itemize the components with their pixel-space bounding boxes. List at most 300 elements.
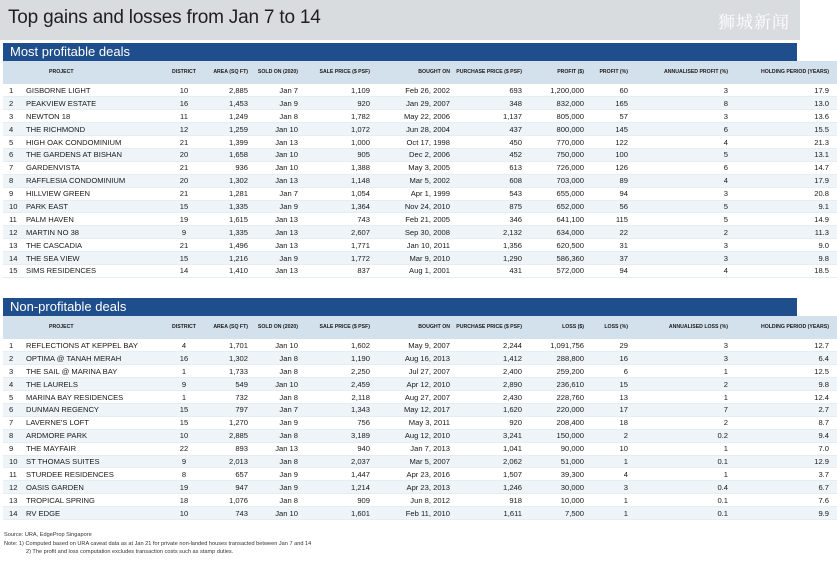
cell-holding-period: 6.4: [731, 352, 837, 365]
cell-sold-on: Jan 9: [251, 468, 301, 481]
cell-purchase-price: 1,620: [453, 403, 525, 416]
cell-row-number: 13: [3, 239, 23, 252]
cell-bought-on: Dec 2, 2006: [373, 148, 453, 161]
cell-amount: 7,500: [525, 507, 587, 520]
cell-holding-period: 12.5: [731, 365, 837, 378]
column-header-row-number: [3, 61, 23, 84]
cell-row-number: 7: [3, 416, 23, 429]
cell-sold-on: Jan 9: [251, 200, 301, 213]
table-row: [3, 378, 837, 391]
cell-project: THE SEA VIEW: [23, 252, 163, 265]
cell-bought-on: Jun 28, 2004: [373, 123, 453, 136]
cell-project: HIGH OAK CONDOMINIUM: [23, 136, 163, 149]
cell-bought-on: May 3, 2005: [373, 161, 453, 174]
cell-annualised: 3: [631, 339, 731, 352]
cell-district: 16: [163, 352, 205, 365]
cell-percent: 115: [587, 213, 631, 226]
watermark: 狮城新闻: [718, 13, 790, 33]
cell-annualised: 0.2: [631, 429, 731, 442]
cell-amount: 586,360: [525, 252, 587, 265]
cell-project: OPTIMA @ TANAH MERAH: [23, 352, 163, 365]
column-header-percent: PROFIT (%): [587, 61, 631, 84]
table-row: [3, 226, 837, 239]
cell-purchase-price: 2,062: [453, 455, 525, 468]
cell-sold-on: Jan 9: [251, 252, 301, 265]
cell-sale-price: 1,000: [301, 136, 373, 149]
cell-purchase-price: 608: [453, 174, 525, 187]
cell-area: 1,270: [205, 416, 251, 429]
cell-sold-on: Jan 7: [251, 84, 301, 97]
cell-purchase-price: 1,137: [453, 110, 525, 123]
cell-sale-price: 1,054: [301, 187, 373, 200]
cell-area: 797: [205, 403, 251, 416]
cell-holding-period: 20.8: [731, 187, 837, 200]
cell-bought-on: Aug 1, 2001: [373, 264, 453, 277]
cell-project: MARINA BAY RESIDENCES: [23, 391, 163, 404]
cell-bought-on: Jan 29, 2007: [373, 97, 453, 110]
cell-annualised: 0.1: [631, 455, 731, 468]
cell-area: 1,733: [205, 365, 251, 378]
cell-holding-period: 14.7: [731, 161, 837, 174]
cell-district: 15: [163, 200, 205, 213]
cell-amount: 770,000: [525, 136, 587, 149]
column-header-project: PROJECT: [23, 316, 163, 339]
cell-district: 12: [163, 123, 205, 136]
column-header-district: DISTRICT: [163, 316, 205, 339]
cell-percent: 2: [587, 429, 631, 442]
cell-purchase-price: 1,041: [453, 442, 525, 455]
cell-holding-period: 13.6: [731, 110, 837, 123]
cell-purchase-price: 437: [453, 123, 525, 136]
cell-percent: 100: [587, 148, 631, 161]
cell-area: 936: [205, 161, 251, 174]
cell-holding-period: 13.0: [731, 97, 837, 110]
cell-sale-price: 1,771: [301, 239, 373, 252]
cell-sale-price: 940: [301, 442, 373, 455]
cell-district: 21: [163, 187, 205, 200]
page-title: Top gains and losses from Jan 7 to 14: [8, 7, 321, 28]
column-header-area: AREA (SQ FT): [205, 61, 251, 84]
cell-holding-period: 12.9: [731, 455, 837, 468]
cell-amount: 800,000: [525, 123, 587, 136]
table-row: [3, 339, 837, 352]
cell-purchase-price: 1,412: [453, 352, 525, 365]
cell-annualised: 3: [631, 187, 731, 200]
cell-row-number: 7: [3, 161, 23, 174]
table-row: [3, 442, 837, 455]
cell-sale-price: 2,118: [301, 391, 373, 404]
cell-purchase-price: 2,430: [453, 391, 525, 404]
cell-percent: 1: [587, 507, 631, 520]
cell-bought-on: Oct 17, 1998: [373, 136, 453, 149]
cell-sale-price: 743: [301, 213, 373, 226]
cell-project: OASIS GARDEN: [23, 481, 163, 494]
table-row: [3, 468, 837, 481]
cell-row-number: 8: [3, 174, 23, 187]
cell-purchase-price: 3,241: [453, 429, 525, 442]
cell-project: LAVERNE'S LOFT: [23, 416, 163, 429]
cell-row-number: 10: [3, 455, 23, 468]
cell-bought-on: May 9, 2007: [373, 339, 453, 352]
cell-district: 19: [163, 213, 205, 226]
cell-project: STURDEE RESIDENCES: [23, 468, 163, 481]
column-header-amount: LOSS ($): [525, 316, 587, 339]
cell-district: 10: [163, 507, 205, 520]
cell-bought-on: Apr 23, 2016: [373, 468, 453, 481]
cell-holding-period: 21.3: [731, 136, 837, 149]
cell-purchase-price: 2,132: [453, 226, 525, 239]
cell-project: THE LAURELS: [23, 378, 163, 391]
cell-percent: 1: [587, 455, 631, 468]
cell-area: 1,216: [205, 252, 251, 265]
cell-percent: 17: [587, 403, 631, 416]
cell-project: GARDENVISTA: [23, 161, 163, 174]
table-row: [3, 455, 837, 468]
cell-area: 743: [205, 507, 251, 520]
cell-amount: 220,000: [525, 403, 587, 416]
cell-purchase-price: 693: [453, 84, 525, 97]
cell-project: GISBORNE LIGHT: [23, 84, 163, 97]
cell-purchase-price: 1,356: [453, 239, 525, 252]
cell-row-number: 12: [3, 226, 23, 239]
cell-percent: 60: [587, 84, 631, 97]
cell-holding-period: 9.0: [731, 239, 837, 252]
cell-row-number: 9: [3, 442, 23, 455]
cell-purchase-price: 450: [453, 136, 525, 149]
column-header-sale-price: SALE PRICE ($ PSF): [301, 61, 373, 84]
cell-sold-on: Jan 7: [251, 403, 301, 416]
cell-project: PARK EAST: [23, 200, 163, 213]
table-row: [3, 429, 837, 442]
cell-sale-price: 1,602: [301, 339, 373, 352]
cell-holding-period: 9.9: [731, 507, 837, 520]
cell-annualised: 3: [631, 252, 731, 265]
cell-area: 1,496: [205, 239, 251, 252]
cell-sold-on: Jan 10: [251, 339, 301, 352]
cell-sold-on: Jan 13: [251, 239, 301, 252]
cell-district: 16: [163, 97, 205, 110]
cell-row-number: 11: [3, 468, 23, 481]
cell-holding-period: 15.5: [731, 123, 837, 136]
cell-annualised: 2: [631, 226, 731, 239]
cell-percent: 6: [587, 365, 631, 378]
cell-amount: 228,760: [525, 391, 587, 404]
cell-holding-period: 17.9: [731, 174, 837, 187]
cell-percent: 89: [587, 174, 631, 187]
cell-sold-on: Jan 9: [251, 97, 301, 110]
cell-project: NEWTON 18: [23, 110, 163, 123]
cell-amount: 641,100: [525, 213, 587, 226]
cell-area: 1,453: [205, 97, 251, 110]
cell-district: 9: [163, 226, 205, 239]
cell-holding-period: 13.1: [731, 148, 837, 161]
cell-annualised: 4: [631, 174, 731, 187]
cell-bought-on: Mar 5, 2007: [373, 455, 453, 468]
cell-holding-period: 18.5: [731, 264, 837, 277]
cell-area: 2,885: [205, 429, 251, 442]
cell-amount: 805,000: [525, 110, 587, 123]
cell-row-number: 8: [3, 429, 23, 442]
table-row: [3, 264, 837, 277]
profitable-deals-table: [3, 61, 837, 278]
cell-sold-on: Jan 9: [251, 416, 301, 429]
cell-purchase-price: 2,890: [453, 378, 525, 391]
table-row: [3, 148, 837, 161]
cell-percent: 15: [587, 378, 631, 391]
cell-row-number: 10: [3, 200, 23, 213]
cell-area: 2,013: [205, 455, 251, 468]
cell-sale-price: 3,189: [301, 429, 373, 442]
cell-sale-price: 2,607: [301, 226, 373, 239]
cell-holding-period: 8.7: [731, 416, 837, 429]
cell-percent: 18: [587, 416, 631, 429]
table-row: [3, 187, 837, 200]
cell-bought-on: Nov 24, 2010: [373, 200, 453, 213]
cell-annualised: 1: [631, 365, 731, 378]
cell-holding-period: 9.8: [731, 252, 837, 265]
cell-amount: 90,000: [525, 442, 587, 455]
table-row: [3, 123, 837, 136]
cell-district: 19: [163, 481, 205, 494]
table-row: [3, 416, 837, 429]
cell-percent: 94: [587, 264, 631, 277]
cell-district: 10: [163, 84, 205, 97]
cell-annualised: 4: [631, 264, 731, 277]
cell-percent: 3: [587, 481, 631, 494]
table-row: [3, 84, 837, 97]
cell-district: 20: [163, 148, 205, 161]
cell-row-number: 3: [3, 110, 23, 123]
column-header-project: PROJECT: [23, 61, 163, 84]
cell-district: 9: [163, 455, 205, 468]
cell-district: 20: [163, 174, 205, 187]
cell-sold-on: Jan 8: [251, 110, 301, 123]
cell-holding-period: 12.4: [731, 391, 837, 404]
table-row: [3, 110, 837, 123]
cell-area: 947: [205, 481, 251, 494]
cell-purchase-price: 613: [453, 161, 525, 174]
table-row: [3, 252, 837, 265]
cell-row-number: 1: [3, 339, 23, 352]
cell-area: 1,302: [205, 174, 251, 187]
cell-amount: 10,000: [525, 494, 587, 507]
cell-row-number: 1: [3, 84, 23, 97]
cell-sold-on: Jan 13: [251, 213, 301, 226]
cell-amount: 236,610: [525, 378, 587, 391]
cell-holding-period: 7.0: [731, 442, 837, 455]
cell-amount: 51,000: [525, 455, 587, 468]
cell-row-number: 3: [3, 365, 23, 378]
cell-sold-on: Jan 8: [251, 494, 301, 507]
cell-bought-on: Jul 27, 2007: [373, 365, 453, 378]
cell-sale-price: 1,772: [301, 252, 373, 265]
cell-annualised: 3: [631, 352, 731, 365]
cell-percent: 145: [587, 123, 631, 136]
cell-sold-on: Jan 9: [251, 481, 301, 494]
cell-row-number: 2: [3, 97, 23, 110]
cell-sale-price: 1,343: [301, 403, 373, 416]
cell-annualised: 1: [631, 391, 731, 404]
cell-sold-on: Jan 8: [251, 352, 301, 365]
cell-project: PALM HAVEN: [23, 213, 163, 226]
cell-sold-on: Jan 8: [251, 455, 301, 468]
cell-district: 9: [163, 378, 205, 391]
cell-bought-on: Apr 12, 2010: [373, 378, 453, 391]
cell-amount: 150,000: [525, 429, 587, 442]
cell-amount: 726,000: [525, 161, 587, 174]
cell-bought-on: Aug 16, 2013: [373, 352, 453, 365]
cell-percent: 13: [587, 391, 631, 404]
cell-sale-price: 1,109: [301, 84, 373, 97]
cell-percent: 56: [587, 200, 631, 213]
cell-annualised: 4: [631, 136, 731, 149]
cell-district: 10: [163, 429, 205, 442]
cell-area: 1,335: [205, 200, 251, 213]
cell-bought-on: Sep 30, 2008: [373, 226, 453, 239]
cell-district: 1: [163, 365, 205, 378]
column-header-annualised: ANNUALISED PROFIT (%): [631, 61, 731, 84]
cell-sale-price: 2,459: [301, 378, 373, 391]
column-header-holding-period: HOLDING PERIOD (YEARS): [731, 316, 837, 339]
cell-bought-on: Aug 27, 2007: [373, 391, 453, 404]
cell-project: THE RICHMOND: [23, 123, 163, 136]
cell-district: 15: [163, 403, 205, 416]
cell-percent: 4: [587, 468, 631, 481]
cell-percent: 29: [587, 339, 631, 352]
table-header-row: [3, 61, 837, 84]
cell-row-number: 5: [3, 391, 23, 404]
cell-district: 8: [163, 468, 205, 481]
cell-area: 1,701: [205, 339, 251, 352]
column-header-area: AREA (SQ FT): [205, 316, 251, 339]
cell-area: 1,615: [205, 213, 251, 226]
cell-annualised: 0.1: [631, 494, 731, 507]
column-header-row-number: [3, 316, 23, 339]
cell-sale-price: 1,190: [301, 352, 373, 365]
cell-project: SIMS RESIDENCES: [23, 264, 163, 277]
cell-purchase-price: 2,400: [453, 365, 525, 378]
cell-bought-on: Jan 10, 2011: [373, 239, 453, 252]
cell-sale-price: 1,214: [301, 481, 373, 494]
cell-amount: 572,000: [525, 264, 587, 277]
cell-purchase-price: 543: [453, 187, 525, 200]
cell-holding-period: 9.4: [731, 429, 837, 442]
cell-row-number: 4: [3, 378, 23, 391]
table-header-row: [3, 316, 837, 339]
column-header-sold-on: SOLD ON (2020): [251, 61, 301, 84]
cell-holding-period: 2.7: [731, 403, 837, 416]
cell-annualised: 0.4: [631, 481, 731, 494]
cell-purchase-price: 346: [453, 213, 525, 226]
cell-percent: 37: [587, 252, 631, 265]
column-header-district: DISTRICT: [163, 61, 205, 84]
cell-annualised: 3: [631, 110, 731, 123]
cell-amount: 288,800: [525, 352, 587, 365]
cell-row-number: 4: [3, 123, 23, 136]
nonprofitable-deals-table: [3, 316, 837, 520]
cell-project: HILLVIEW GREEN: [23, 187, 163, 200]
cell-bought-on: May 22, 2006: [373, 110, 453, 123]
cell-purchase-price: 920: [453, 416, 525, 429]
cell-area: 1,259: [205, 123, 251, 136]
cell-annualised: 3: [631, 239, 731, 252]
cell-project: REFLECTIONS AT KEPPEL BAY: [23, 339, 163, 352]
cell-annualised: 8: [631, 97, 731, 110]
header-bar: [0, 0, 800, 40]
cell-annualised: 7: [631, 403, 731, 416]
table-row: [3, 97, 837, 110]
cell-sold-on: Jan 10: [251, 378, 301, 391]
cell-area: 1,249: [205, 110, 251, 123]
table-row: [3, 239, 837, 252]
cell-amount: 620,500: [525, 239, 587, 252]
table-row: [3, 403, 837, 416]
cell-annualised: 5: [631, 148, 731, 161]
cell-purchase-price: 875: [453, 200, 525, 213]
cell-row-number: 14: [3, 252, 23, 265]
table-row: [3, 213, 837, 226]
cell-amount: 652,000: [525, 200, 587, 213]
cell-bought-on: Feb 21, 2005: [373, 213, 453, 226]
cell-row-number: 12: [3, 481, 23, 494]
cell-sale-price: 905: [301, 148, 373, 161]
column-header-bought-on: BOUGHT ON: [373, 61, 453, 84]
cell-area: 2,885: [205, 84, 251, 97]
cell-purchase-price: 1,507: [453, 468, 525, 481]
cell-amount: 39,300: [525, 468, 587, 481]
cell-sold-on: Jan 13: [251, 442, 301, 455]
column-header-purchase-price: PURCHASE PRICE ($ PSF): [453, 61, 525, 84]
cell-area: 657: [205, 468, 251, 481]
cell-area: 1,399: [205, 136, 251, 149]
cell-bought-on: Mar 5, 2002: [373, 174, 453, 187]
table-row: [3, 391, 837, 404]
cell-bought-on: Jun 8, 2012: [373, 494, 453, 507]
column-header-sold-on: SOLD ON (2020): [251, 316, 301, 339]
cell-purchase-price: 918: [453, 494, 525, 507]
column-header-annualised: ANNUALISED LOSS (%): [631, 316, 731, 339]
column-header-sale-price: SALE PRICE ($ PSF): [301, 316, 373, 339]
cell-annualised: 2: [631, 416, 731, 429]
cell-project: ST THOMAS SUITES: [23, 455, 163, 468]
cell-amount: 1,200,000: [525, 84, 587, 97]
cell-annualised: 0.1: [631, 507, 731, 520]
cell-district: 11: [163, 110, 205, 123]
column-header-percent: LOSS (%): [587, 316, 631, 339]
cell-area: 1,302: [205, 352, 251, 365]
cell-annualised: 3: [631, 84, 731, 97]
cell-bought-on: Apr 23, 2013: [373, 481, 453, 494]
cell-row-number: 5: [3, 136, 23, 149]
note-2: 2) The profit and loss computation excludes transaction costs such as stamp duties.: [26, 549, 234, 555]
cell-sale-price: 920: [301, 97, 373, 110]
cell-purchase-price: 1,290: [453, 252, 525, 265]
cell-district: 15: [163, 252, 205, 265]
cell-row-number: 2: [3, 352, 23, 365]
table-row: [3, 200, 837, 213]
cell-sold-on: Jan 8: [251, 391, 301, 404]
cell-sold-on: Jan 8: [251, 365, 301, 378]
cell-sale-price: 1,364: [301, 200, 373, 213]
cell-sale-price: 2,037: [301, 455, 373, 468]
cell-row-number: 14: [3, 507, 23, 520]
cell-annualised: 6: [631, 123, 731, 136]
cell-row-number: 9: [3, 187, 23, 200]
cell-district: 1: [163, 391, 205, 404]
cell-area: 1,658: [205, 148, 251, 161]
cell-bought-on: Mar 9, 2010: [373, 252, 453, 265]
cell-sold-on: Jan 13: [251, 136, 301, 149]
